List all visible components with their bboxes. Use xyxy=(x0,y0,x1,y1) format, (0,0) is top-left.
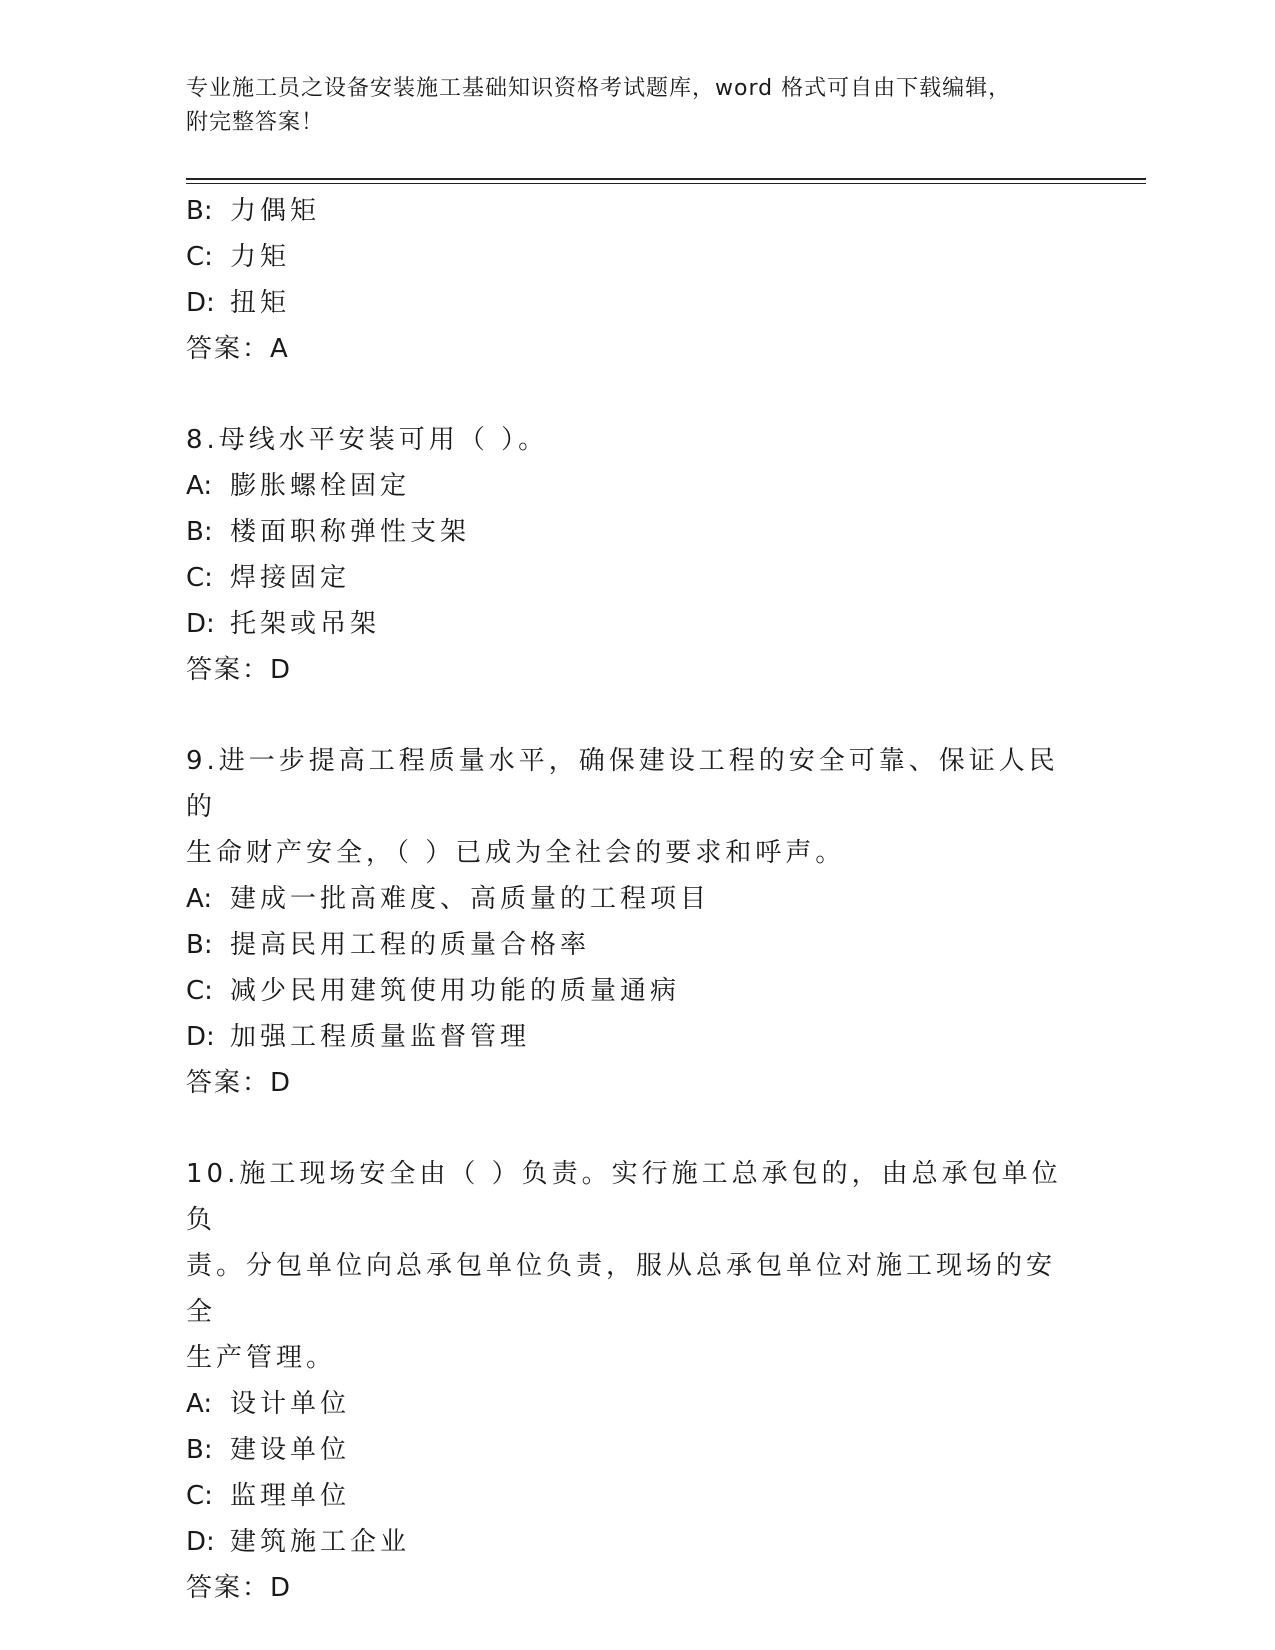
option-b xyxy=(186,1427,1066,1473)
option-text: 提高民用工程的质量合格率 xyxy=(230,930,591,960)
option-letter: C: xyxy=(186,1481,213,1511)
answer-line: 答案：D xyxy=(186,655,293,685)
option-text: 减少民用建筑使用功能的质量通病 xyxy=(230,976,681,1006)
answer-line: 答案：A xyxy=(186,334,290,364)
question-content xyxy=(186,188,1066,1611)
option-c xyxy=(186,1473,1066,1519)
option-a xyxy=(186,1381,1066,1427)
header-divider-thin xyxy=(186,183,1146,184)
option-text: 建设单位 xyxy=(230,1435,351,1465)
option-letter: C: xyxy=(186,976,213,1006)
option-d xyxy=(186,1014,1066,1060)
option-d xyxy=(186,601,1066,647)
question-text-line-3: 生产管理。 xyxy=(186,1343,337,1373)
option-letter: A: xyxy=(186,884,213,914)
question-text-line-2: 生命财产安全，（ ）已成为全社会的要求和呼声。 xyxy=(186,838,846,868)
answer-line: 答案：D xyxy=(186,1573,293,1603)
option-text: 力偶矩 xyxy=(230,196,321,226)
option-letter: D: xyxy=(186,1527,215,1557)
option-c xyxy=(186,555,1066,601)
question-text-line-2: 责。分包单位向总承包单位负责，服从总承包单位对施工现场的安全 xyxy=(186,1251,1057,1327)
question-9 xyxy=(186,738,1066,1106)
option-letter: A: xyxy=(186,1389,213,1419)
question-8 xyxy=(186,417,1066,693)
option-letter: D: xyxy=(186,1022,215,1052)
header-divider-thick xyxy=(186,178,1146,180)
option-letter: B: xyxy=(186,196,213,226)
option-c xyxy=(186,234,1066,280)
option-text: 设计单位 xyxy=(230,1389,351,1419)
answer-line: 答案：D xyxy=(186,1068,293,1098)
option-text: 加强工程质量监督管理 xyxy=(230,1022,531,1052)
option-letter: D: xyxy=(186,288,215,318)
question-text-line-1: 10.施工现场安全由（ ）负责。实行施工总承包的，由总承包单位负 xyxy=(186,1159,1062,1235)
document-header xyxy=(186,72,1066,140)
option-letter: C: xyxy=(186,242,213,272)
option-text: 监理单位 xyxy=(230,1481,351,1511)
option-b xyxy=(186,188,1066,234)
option-b xyxy=(186,922,1066,968)
option-text: 力矩 xyxy=(230,242,291,272)
option-text: 建筑施工企业 xyxy=(230,1527,411,1557)
header-line-2: 附完整答案！ xyxy=(186,110,325,135)
option-letter: D: xyxy=(186,609,215,639)
option-letter: B: xyxy=(186,1435,213,1465)
option-text: 焊接固定 xyxy=(230,563,351,593)
option-letter: C: xyxy=(186,563,213,593)
question-7-continuation xyxy=(186,188,1066,372)
question-10 xyxy=(186,1151,1066,1611)
option-text: 建成一批高难度、高质量的工程项目 xyxy=(230,884,711,914)
header-line-1: 专业施工员之设备安装施工基础知识资格考试题库，word 格式可自由下载编辑， xyxy=(186,76,1012,101)
option-a xyxy=(186,876,1066,922)
option-b xyxy=(186,509,1066,555)
option-letter: B: xyxy=(186,517,213,547)
option-text: 膨胀螺栓固定 xyxy=(230,471,411,501)
option-a xyxy=(186,463,1066,509)
option-d xyxy=(186,280,1066,326)
option-text: 楼面职称弹性支架 xyxy=(230,517,471,547)
question-text: 8.母线水平安装可用（ ）。 xyxy=(186,425,549,455)
option-text: 扭矩 xyxy=(230,288,291,318)
option-letter: B: xyxy=(186,930,213,960)
option-letter: A: xyxy=(186,471,213,501)
option-text: 托架或吊架 xyxy=(230,609,381,639)
option-d xyxy=(186,1519,1066,1565)
question-text-line-1: 9.进一步提高工程质量水平，确保建设工程的安全可靠、保证人民的 xyxy=(186,746,1059,822)
option-c xyxy=(186,968,1066,1014)
